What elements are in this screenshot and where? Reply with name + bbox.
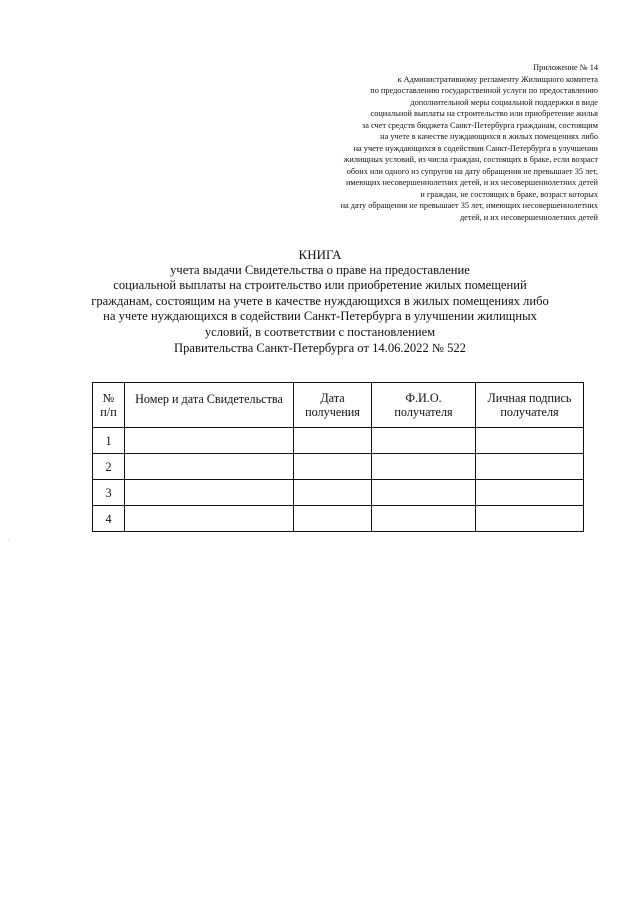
certificate-cell: [125, 428, 294, 454]
signature-cell: [476, 480, 584, 506]
header-fio: [372, 383, 476, 428]
appendix-line: к Административному регламенту Жилищного комитета: [397, 74, 598, 84]
title-heading: КНИГА: [298, 247, 342, 262]
header-certificate: [125, 383, 294, 428]
date-cell: [294, 506, 372, 532]
header-text: получателя: [394, 405, 453, 419]
header-text: Номер и дата Свидетельства: [135, 392, 283, 406]
table-row: [93, 506, 584, 532]
header-text: №: [102, 391, 115, 405]
appendix-line: дополнительной меры социальной поддержки в виде: [410, 97, 598, 107]
title-line: гражданам, состоящим на учете в качестве нуждающихся в жилых помещениях либо: [91, 293, 549, 308]
certificate-cell: [125, 480, 294, 506]
appendix-line: имеющих несовершеннолетних детей, и их несовершеннолетних детей: [345, 178, 598, 187]
date-cell: [294, 454, 372, 480]
appendix-line: Приложение № 14: [533, 63, 598, 72]
document-title: [60, 247, 580, 356]
row-number: 2: [93, 454, 125, 480]
table-header-row: [93, 383, 584, 428]
date-cell: [294, 428, 372, 454]
header-text: Дата: [320, 391, 345, 405]
header-number: [93, 383, 125, 428]
row-number: 1: [93, 428, 125, 454]
title-line: Правительства Санкт-Петербурга от 14.06.2022 № 522: [174, 340, 466, 355]
header-date: [294, 383, 372, 428]
table-row: [93, 454, 584, 480]
fio-cell: [372, 480, 476, 506]
fio-cell: [372, 506, 476, 532]
appendix-line: социальной выплаты на строительство или приобретение жилья: [370, 109, 598, 118]
title-line: условий, в соответствии с постановлением: [204, 324, 436, 339]
certificate-cell: [125, 454, 294, 480]
header-text: получателя: [500, 405, 559, 419]
table-row: [93, 480, 584, 506]
title-line: социальной выплаты на строительство или приобретение жилых помещений: [113, 278, 527, 293]
appendix-line: на дату обращения не превышает 35 лет, имеющих несовершеннолетних: [340, 201, 598, 210]
date-cell: [294, 480, 372, 506]
appendix-note: [268, 62, 598, 223]
certificate-cell: [125, 506, 294, 532]
row-number: 4: [93, 506, 125, 532]
scan-speck: [8, 540, 9, 541]
appendix-line: детей, и их несовершеннолетних детей: [459, 212, 598, 222]
appendix-line: на учете в качестве нуждающихся в жилых помещениях либо: [380, 132, 598, 141]
register-table: [92, 382, 584, 532]
appendix-line: и граждан, не состоящих в браке, возраст которых: [420, 189, 598, 199]
signature-cell: [476, 428, 584, 454]
appendix-line: на учете нуждающихся в содействии Санкт-Петербурга в улучшении: [353, 143, 598, 153]
signature-cell: [476, 454, 584, 480]
fio-cell: [372, 454, 476, 480]
signature-cell: [476, 506, 584, 532]
header-signature: [476, 383, 584, 428]
header-text: Ф.И.О.: [405, 391, 442, 405]
appendix-line: по предоставлению государственной услуги по предоставлению: [370, 86, 598, 95]
title-line: учета выдачи Свидетельства о праве на предоставление: [170, 262, 470, 277]
fio-cell: [372, 428, 476, 454]
appendix-line: за счет средств бюджета Санкт-Петербурга гражданам, состоящим: [361, 120, 598, 130]
header-text: Личная подпись: [487, 391, 572, 405]
title-line: на учете нуждающихся в содействии Санкт-Петербурга в улучшении жилищных: [103, 309, 537, 324]
table-row: [93, 428, 584, 454]
row-number: 3: [93, 480, 125, 506]
appendix-line: жилищных условий, из числа граждан, состоящих в браке, если возраст: [343, 155, 598, 164]
header-text: п/п: [100, 405, 117, 419]
header-text: получения: [305, 405, 360, 419]
appendix-line: обоих или одного из супругов на дату обращения не превышает 35 лет,: [346, 166, 598, 176]
